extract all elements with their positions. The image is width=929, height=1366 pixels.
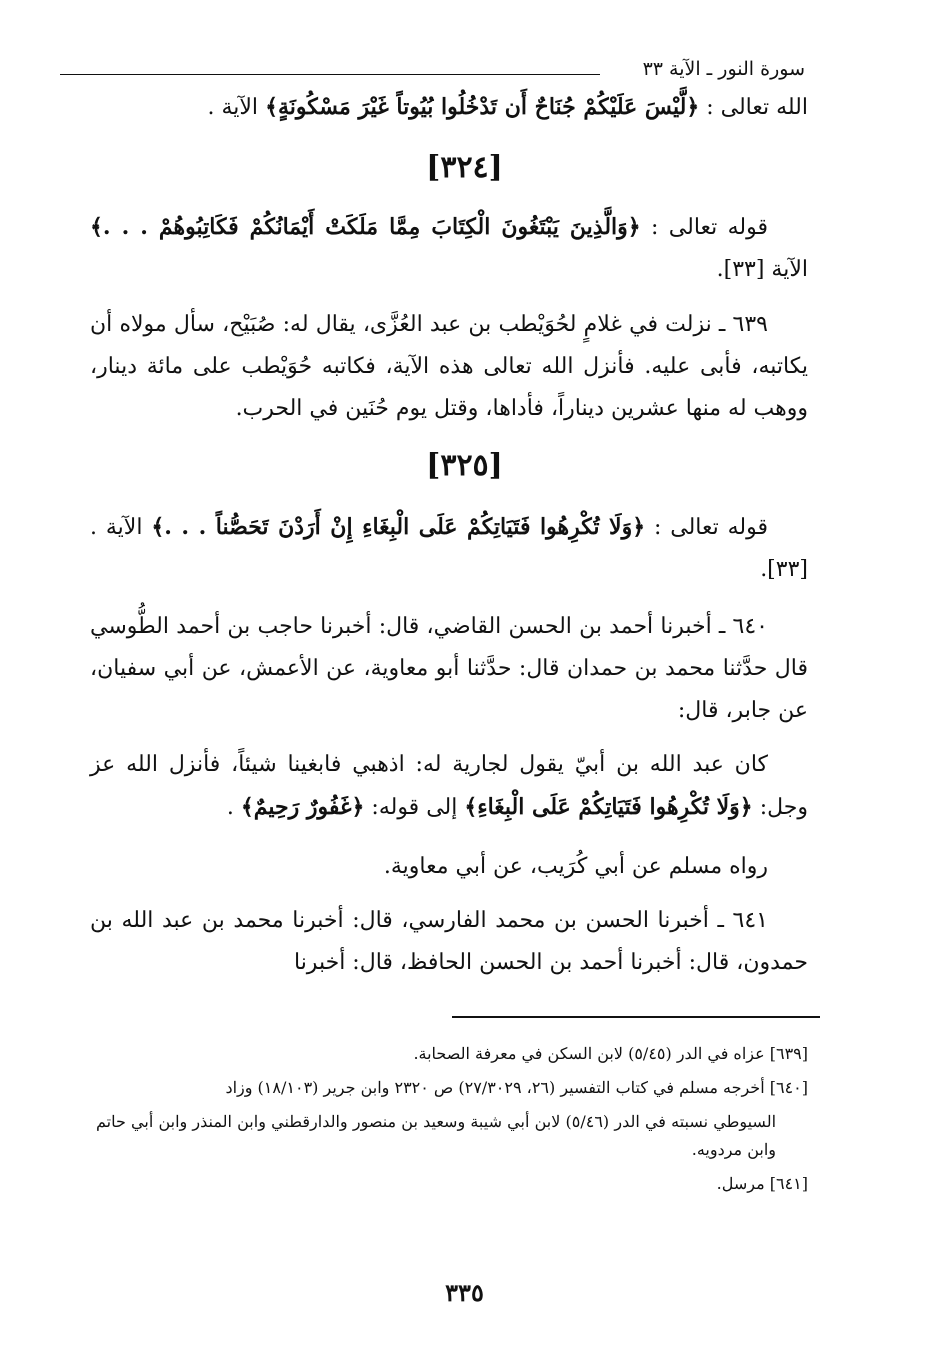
narration-641: ٦٤١ ـ أخبرنا الحسن بن محمد الفارسي، قال: أخبرنا محمد بن عبد الله بن حمدون، قال: أخبرنا أحمد بن الحسن الحافظ، قال: أخبرنا (90, 908, 808, 975)
section-number-324: [٣٢٤] (426, 150, 503, 185)
verse-lead: قوله تعالى : (653, 515, 768, 540)
footnote-rule (452, 1016, 820, 1018)
verse-lead: الله تعالى : (706, 95, 808, 120)
quran-verse: ﴿وَلَا تُكْرِهُوا فَتَيَاتِكُمْ عَلَى الْبِغَاءِ﴾ (464, 794, 753, 820)
quran-verse: ﴿وَلَا تُكْرِهُوا فَتَيَاتِكُمْ عَلَى الْبِغَاءِ إِنْ أَرَدْنَ تَحَصُّناً . . .﴾ (151, 514, 646, 540)
section-number-325: [٣٢٥] (426, 448, 503, 483)
quran-verse: ﴿وَالَّذِينَ يَبْتَغُونَ الْكِتَابَ مِمَّا مَلَكَتْ أَيْمَانُكُمْ فَكَاتِبُوهُمْ . . .﴾ (90, 214, 641, 240)
quran-verse: ﴿لَّيْسَ عَلَيْكُمْ جُنَاحٌ أَن تَدْخُلُوا بُيُوتاً غَيْرَ مَسْكُونَةٍ﴾ (265, 94, 700, 120)
quran-verse: ﴿غَفُورٌ رَحِيمٌ﴾ (240, 794, 365, 820)
verse-lead: قوله تعالى : (651, 215, 769, 240)
running-header (60, 56, 805, 86)
top-verse-line (90, 86, 808, 129)
verse-325 (90, 506, 808, 591)
footnote-640-line2: السيوطي نسبته في الدر (٥/٤٦) لابن أبي شيبة وسعيد بن منصور والدارقطني وابن المنذر وابن أبي حاتم وابن مردويه. (96, 1112, 777, 1159)
page-number: ٣٣٥ (445, 1278, 484, 1307)
hadith-end: . (226, 795, 234, 820)
verse-324 (90, 206, 808, 291)
running-title: سورة النور ـ الآية ٣٣ (642, 58, 805, 80)
hadith-mid: إلى قوله: (371, 795, 458, 820)
hadith-text (90, 744, 808, 829)
muslim-note: رواه مسلم عن أبي كُرَيب، عن أبي معاوية. (383, 854, 768, 879)
hadith-body: كان عبد الله بن أبيّ يقول لجارية له: اذهبي فابغينا شيئاً، فأنزل الله عز وجل: (90, 752, 808, 820)
verse-tail: الآية . (207, 95, 259, 120)
narration-639: ٦٣٩ ـ نزلت في غلامٍ لحُوَيْطب بن عبد العُزَّى، يقال له: صُبَيْح، سأل مولاه أن يكاتبه، فأبى عليه. فأنزل الله تعالى هذه الآية، فكاتبه حُوَيْطب على مائة دينار، ووهب له منها عشرين ديناراً، فأداها، وقتل يوم حُنَين في الحرب. (90, 312, 808, 421)
verse-tail: الآية . [٣٣]. (90, 515, 808, 582)
footnotes (96, 1040, 808, 1204)
footnote-640-line1: [٦٤٠] أخرجه مسلم في كتاب التفسير (٢٦، ٢٧/٣٠٢٩) ص ٢٣٢٠ وابن جرير (١٨/١٠٣) وزاد (225, 1078, 808, 1097)
footnote-641: [٦٤١] مرسل. (716, 1174, 808, 1193)
verse-tail: الآية [٣٣]. (716, 257, 808, 282)
footnote-639: [٦٣٩] عزاه في الدر (٥/٤٥) لابن السكن في معرفة الصحابة. (413, 1044, 808, 1063)
header-rule (60, 74, 600, 75)
narration-640: ٦٤٠ ـ أخبرنا أحمد بن الحسن القاضي، قال: أخبرنا حاجب بن أحمد الطُّوسي قال حدَّثنا محمد بن حمدان قال: حدَّثنا أبو معاوية، عن الأعمش، عن أبي سفيان، عن جابر، قال: (90, 614, 808, 723)
